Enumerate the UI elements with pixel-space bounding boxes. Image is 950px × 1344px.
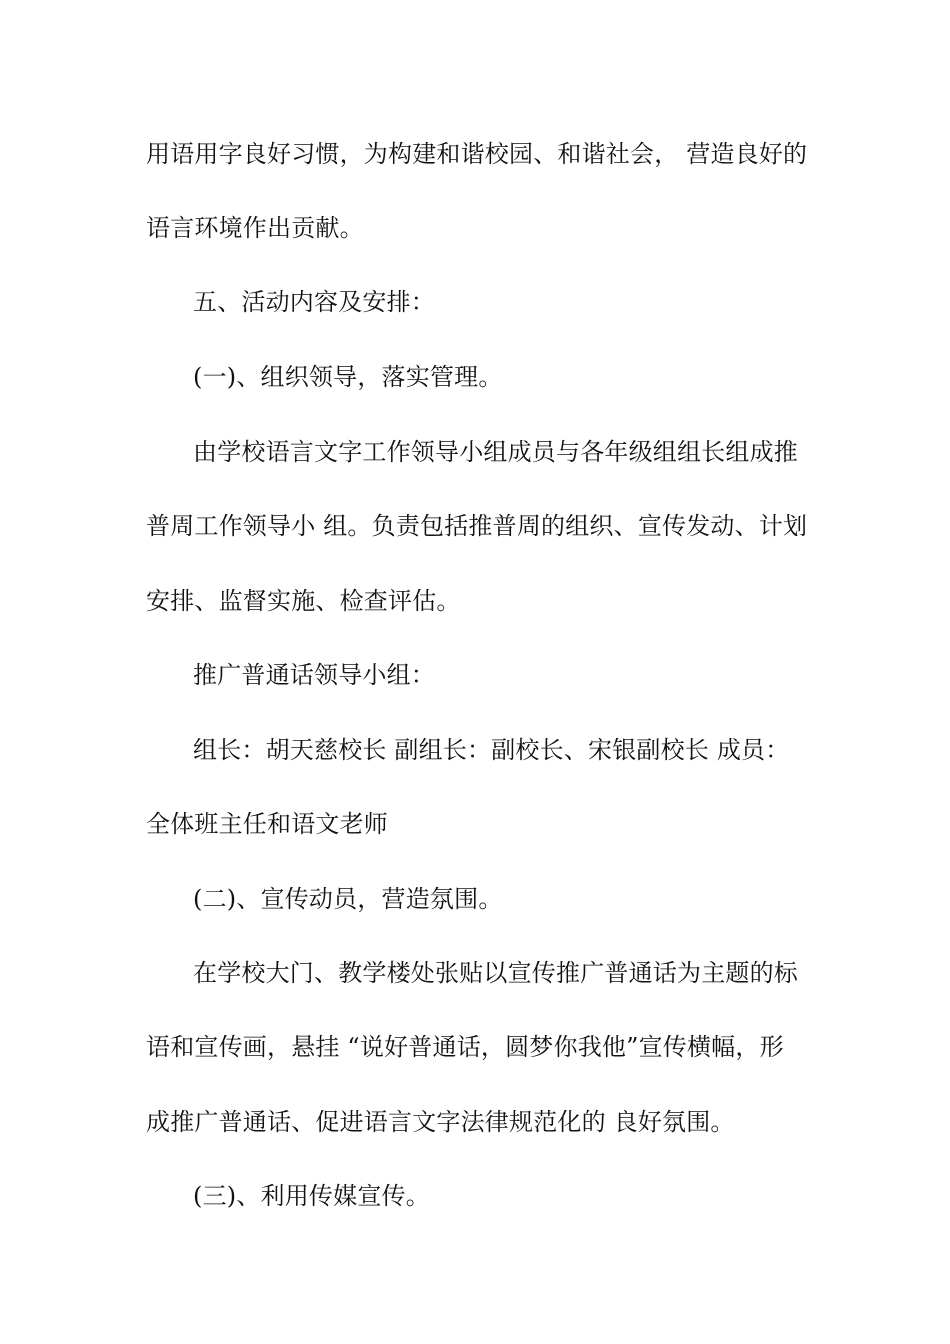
paragraph-line: 语言环境作出贡献。 [146,214,364,242]
paragraph-line: 语和宣传画，悬挂 “说好普通话，圆梦你我他”宣传横幅，形 [146,1033,784,1061]
paragraph-line: 在学校大门、教学楼处张贴以宣传推广普通话为主题的标 [193,959,798,987]
section-heading: 五、活动内容及安排： [193,288,435,316]
paragraph-line: 组长：胡天慈校长 副组长：副校长、宋银副校长 成员： [193,736,790,764]
paragraph-line: 普周工作领导小 组。负责包括推普周的组织、宣传发动、计划 [146,512,808,540]
paragraph-line: 用语用字良好习惯，为构建和谐校园、和谐社会， 营造良好的 [146,140,808,168]
paragraph-line: 安排、监督实施、检查评估。 [146,587,461,615]
paragraph-line: 由学校语言文字工作领导小组成员与各年级组组长组成推 [193,438,798,466]
paragraph-line: 成推广普通话、促进语言文字法律规范化的 良好氛围。 [146,1108,735,1136]
paragraph-line: 推广普通话领导小组： [193,661,435,689]
subsection-heading: (一)、组织领导，落实管理。 [193,363,503,391]
subsection-heading: (二)、宣传动员，营造氛围。 [193,885,503,913]
paragraph-line: 全体班主任和语文老师 [146,810,388,838]
subsection-heading: (三)、利用传媒宣传。 [193,1182,430,1210]
